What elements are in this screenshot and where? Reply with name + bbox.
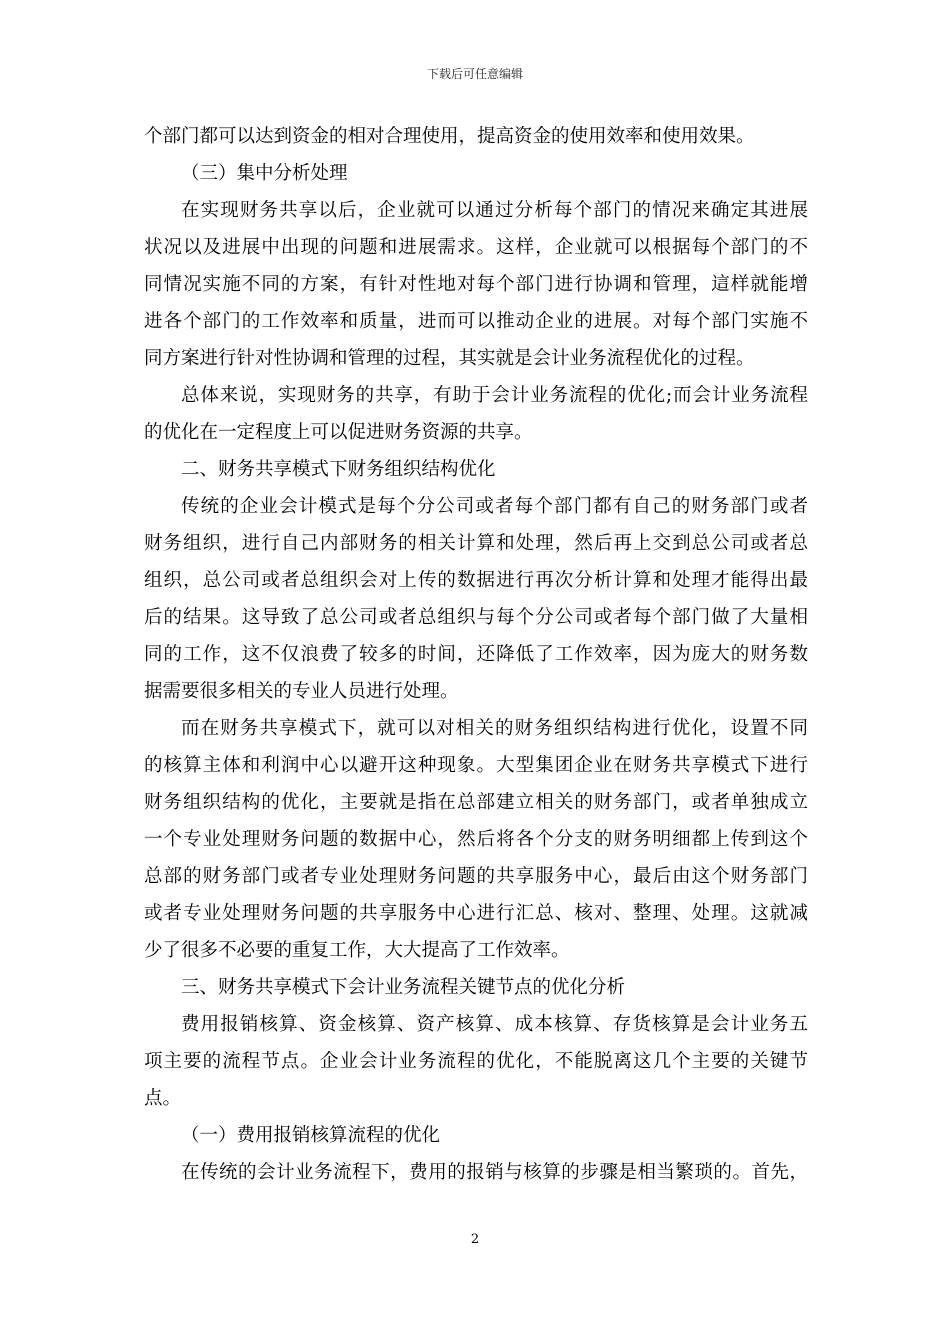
page-number: 2: [470, 1232, 480, 1247]
text-line: 同方案进行针对性协调和管理的过程，其实就是会计业务流程优化的过程。: [144, 348, 755, 369]
text-line: 据需要很多相关的专业人员进行处理。: [144, 681, 459, 702]
text-line: （三）集中分析处理: [181, 163, 348, 184]
text-line: 同情况实施不同的方案，有针对性地对每个部门进行协调和管理，這样就能增: [144, 274, 808, 295]
document-body: [144, 118, 808, 1191]
text-line: 后的结果。这导致了总公司或者总组织与每个分公司或者每个部门做了大量相: [144, 607, 808, 628]
text-line: 总部的财务部门或者专业处理财务问题的共享服务中心，最后由这个财务部门: [144, 866, 808, 887]
text-line: 在实现财务共享以后，企业就可以通过分析每个部门的情况来确定其进展: [181, 200, 808, 221]
text-line: 项主要的流程节点。企业会计业务流程的优化，不能脱离这几个主要的关键节: [144, 1051, 808, 1072]
text-line: 进各个部门的工作效率和质量，进而可以推动企业的进展。对每个部门实施不: [144, 311, 808, 332]
text-line: 财务组织，进行自己内部财务的相关计算和处理，然后再上交到总公司或者总: [144, 533, 808, 554]
text-line: 点。: [144, 1088, 182, 1109]
text-line: 而在财务共享模式下，就可以对相关的财务组织结构进行优化，设置不同: [181, 718, 808, 739]
text-line: 个部门都可以达到资金的相对合理使用，提高资金的使用效率和使用效果。: [144, 126, 755, 147]
text-line: 在传统的会计业务流程下，费用的报销与核算的步骤是相当繁琐的。首先，: [181, 1162, 808, 1183]
text-line: 的优化在一定程度上可以促进财务资源的共享。: [144, 422, 533, 443]
text-line: 传统的企业会计模式是每个分公司或者每个部门都有自己的财务部门或者: [181, 496, 808, 517]
text-line: 组织，总公司或者总组织会对上传的数据进行再次分析计算和处理才能得出最: [144, 570, 808, 591]
text-line: 二、财务共享模式下财务组织结构优化: [181, 459, 496, 480]
text-line: 少了很多不必要的重复工作，大大提高了工作效率。: [144, 940, 570, 961]
text-line: 一个专业处理财务问题的数据中心，然后将各个分支的财务明细都上传到这个: [144, 829, 808, 850]
text-line: （一）费用报销核算流程的优化: [181, 1125, 441, 1146]
text-line: 三、财务共享模式下会计业务流程关键节点的优化分析: [181, 977, 626, 998]
text-line: 总体来说，实现财务的共享，有助于会计业务流程的优化;而会计业务流程: [181, 385, 808, 406]
text-line: 同的工作，这不仅浪费了较多的时间，还降低了工作效率，因为庞大的财务数: [144, 644, 808, 665]
text-line: 或者专业处理财务问题的共享服务中心进行汇总、核对、整理、处理。这就减: [144, 903, 808, 924]
text-line: 费用报销核算、资金核算、资产核算、成本核算、存货核算是会计业务五: [181, 1014, 808, 1035]
text-line: 的核算主体和利润中心以避开这种现象。大型集团企业在财务共享模式下进行: [144, 755, 808, 776]
text-line: 状况以及进展中出现的问题和进展需求。这样，企业就可以根据每个部门的不: [144, 237, 808, 258]
text-line: 财务组织结构的优化，主要就是指在总部建立相关的财务部门，或者单独成立: [144, 792, 808, 813]
page-header: 下载后可任意编辑: [426, 67, 523, 81]
